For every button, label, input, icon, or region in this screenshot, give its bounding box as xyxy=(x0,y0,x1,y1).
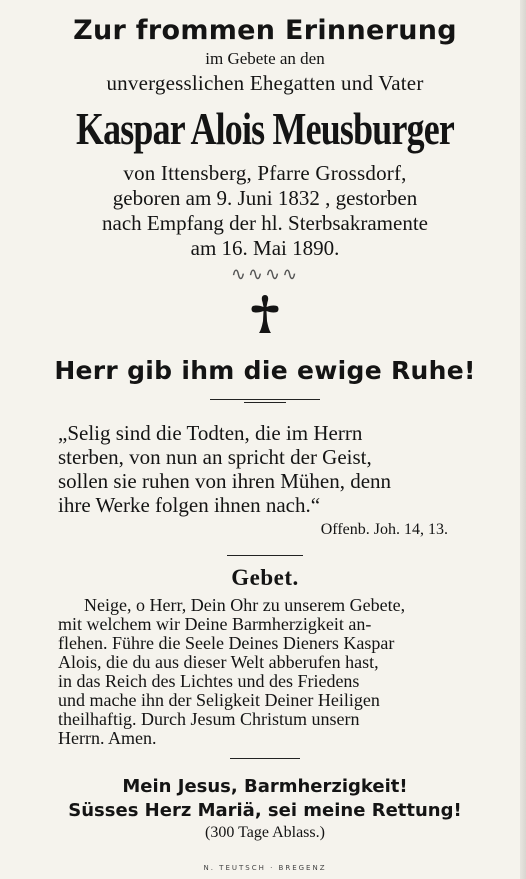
quote-reference: Offenb. Joh. 14, 13. xyxy=(320,521,448,538)
cross-icon xyxy=(28,293,502,335)
closing-invocations xyxy=(28,775,502,823)
dates-line: nach Empfang der hl. Sterbsakramente xyxy=(102,211,428,235)
prayer-line: und mache ihn der Seligkeit Deiner Heiligen xyxy=(58,690,380,710)
closing-line-1: Mein Jesus, Barmherzigkeit! xyxy=(122,776,408,797)
ornament-flourish: ∿∿∿∿ xyxy=(230,264,300,284)
prayer-request: Herr gib ihm die ewige Ruhe! xyxy=(54,356,476,385)
prayer-line: mit welchem wir Deine Barmherzigkeit an- xyxy=(58,614,372,634)
divider-line xyxy=(230,758,300,759)
prayer-line: theilhaftig. Durch Jesum Christum unsern xyxy=(58,709,360,729)
closing-line-2: Süsses Herz Mariä, sei meine Rettung! xyxy=(68,800,462,821)
quote-line: sterben, von nun an spricht der Geist, xyxy=(58,445,372,469)
quote-line: ihre Werke folgen ihnen nach.“ xyxy=(58,493,321,517)
prayer-line: Herrn. Amen. xyxy=(58,728,157,748)
origin-line: von Ittensberg, Pfarre Grossdorf, xyxy=(123,161,407,185)
indulgence-note: (300 Tage Ablass.) xyxy=(205,824,325,841)
dates-line: geboren am 9. Juni 1832 , gestorben xyxy=(112,186,418,210)
subheading-2: unvergesslichen Ehegatten und Vater xyxy=(106,71,424,95)
quote-line: „Selig sind die Todten, die im Herrn xyxy=(58,421,363,445)
deceased-name: Kaspar Alois Meusburger xyxy=(75,103,455,154)
scripture-quote xyxy=(28,421,502,517)
prayer-line: in das Reich des Lichtes und des Friedens xyxy=(58,671,360,691)
subheading-1: im Gebete an den xyxy=(205,49,325,68)
prayer-line: flehen. Führe die Seele Deines Dieners Kaspar xyxy=(58,633,395,653)
card-heading: Zur frommen Erinnerung xyxy=(73,15,457,46)
dates-line: am 16. Mai 1890. xyxy=(190,236,340,260)
quote-line: sollen sie ruhen von ihren Mühen, denn xyxy=(58,469,392,493)
prayer-line: Neige, o Herr, Dein Ohr zu unserem Gebete, xyxy=(84,595,406,615)
divider-ornament xyxy=(210,397,320,405)
divider-line xyxy=(227,555,303,556)
gebet-title: Gebet. xyxy=(231,565,299,590)
prayer-line: Alois, die du aus dieser Welt abberufen hast, xyxy=(58,652,379,672)
printer-mark: N. TEUTSCH · BREGENZ xyxy=(203,864,327,872)
dates-block xyxy=(28,186,502,261)
prayer-text xyxy=(28,596,502,748)
card-edge xyxy=(520,0,526,879)
